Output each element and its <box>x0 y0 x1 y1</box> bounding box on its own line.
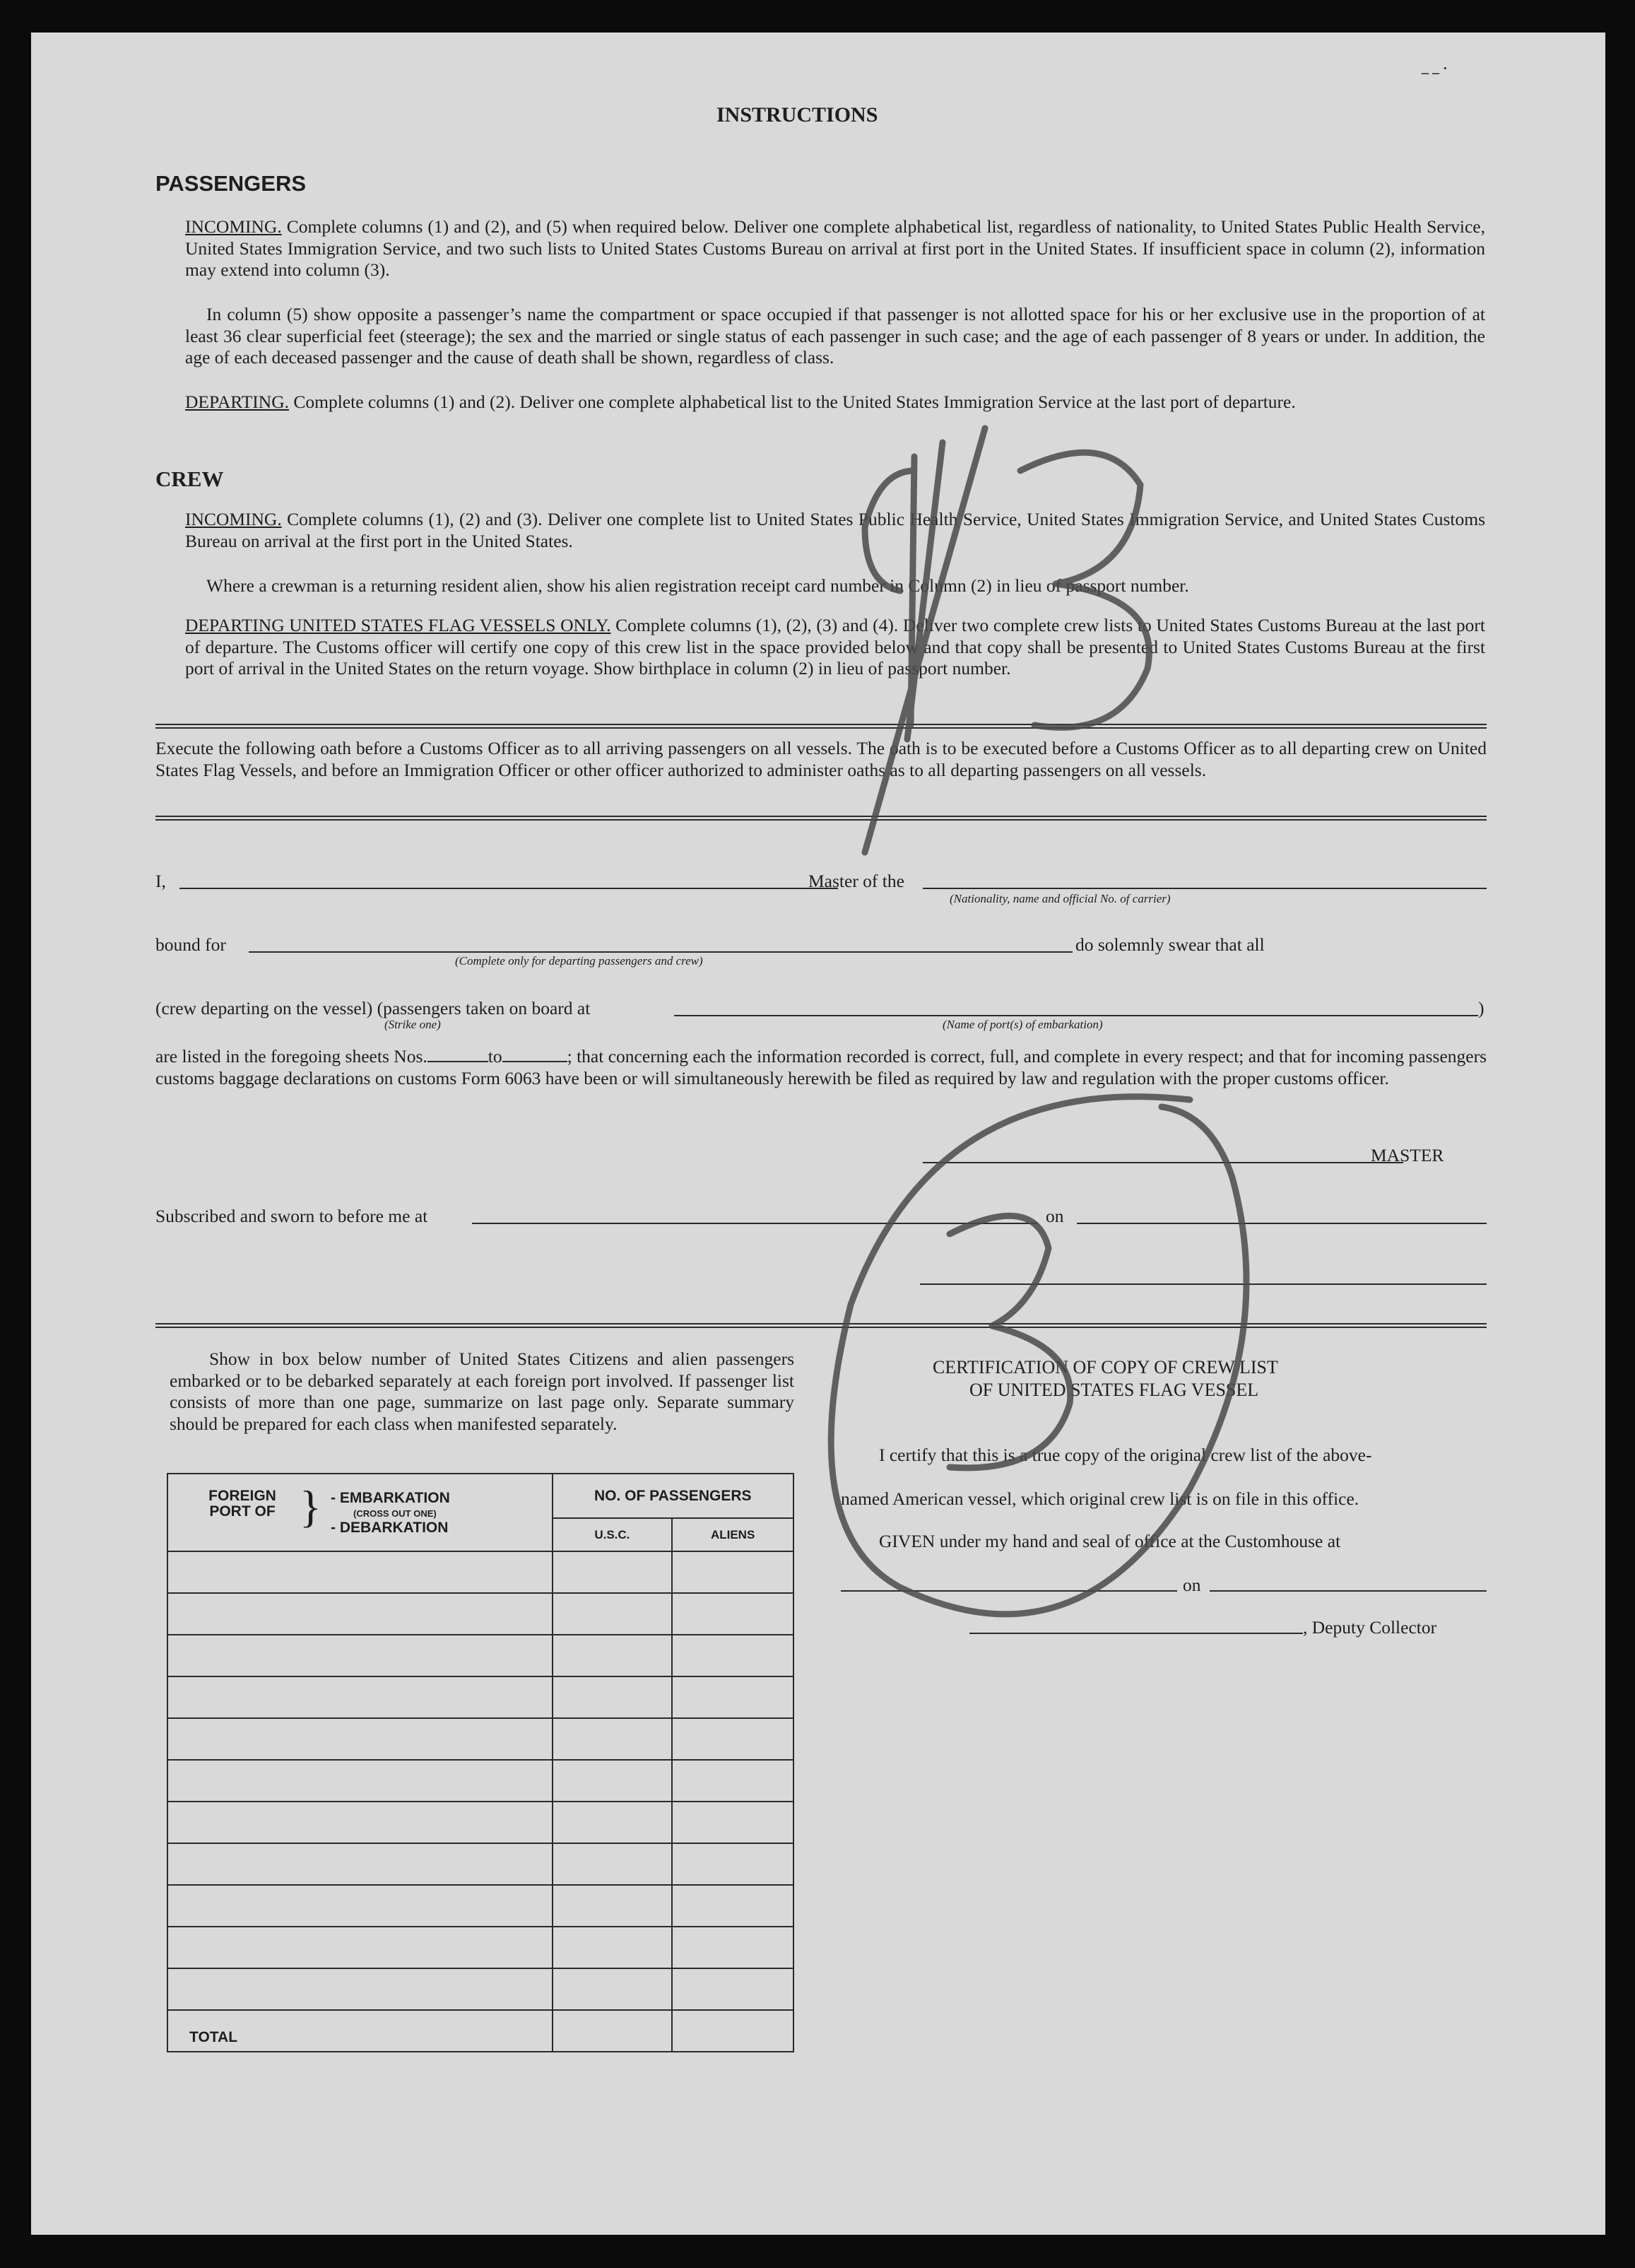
embarkation-label: - EMBARKATION <box>331 1490 450 1506</box>
oath-on: on <box>1046 1206 1064 1226</box>
summary-instruction: Show in box below number of United States Citizens and alien passengers embarked or to be debarked separately at each foreign port involved. If passenger list consists of more than one page, summarize on last page only. Separate summary should be prepared for each class when manifested separately. <box>170 1349 794 1434</box>
subscribed-text: Subscribed and sworn to before me at <box>155 1206 428 1226</box>
oath-bound-for: bound for <box>155 934 226 955</box>
corner-mark: – – ˙ <box>1422 65 1448 81</box>
crew-resident-text: Where a crewman is a returning resident alien, show his alien registration receipt card number in Column (2) in lieu of passport number. <box>206 575 1189 596</box>
oath-instruction: Execute the following oath before a Customs Officer as to all arriving passengers on all vessels. The oath is to be executed before a Customs Officer as to all departing crew on United States Flag Vessels, and before an Immigration Officer or other officer authorized to administer oaths as to all departing passengers on all vessels. <box>155 738 1487 780</box>
listed-b: ; that concerning each the information recorded is correct, full, and complete in every respect; and <box>567 1046 1275 1067</box>
certification-on: on <box>1183 1575 1201 1595</box>
handwritten-three-circled <box>950 1216 1070 1468</box>
certification-title-1: CERTIFICATION OF COPY OF CREW LIST <box>933 1357 1278 1377</box>
passengers-incoming-label: INCOMING. <box>185 216 282 237</box>
oath-i-label: I, <box>155 871 166 891</box>
passengers-column5-text: In column (5) show opposite a passenger’s name the compartment or space occupied if that passenger is not allotted space for his or her exclusive use in the proportion of at least 36 clear superficial feet (steerage); the sex and the married or single status of each passenger in such case; and the age of each passenger of 8 years or under. In addition, the age of each deceased passenger and the cause of death shall be shown, regardless of class. <box>185 304 1485 368</box>
handwritten-three-top <box>1020 452 1149 727</box>
port-hint: (Name of port(s) of embarkation) <box>943 1018 1103 1031</box>
given-text: GIVEN under my hand and seal of office at the Customhouse at <box>879 1531 1341 1551</box>
certify-line-a: I certify that this is a true copy of the original crew list of the above- <box>879 1445 1372 1465</box>
crew-departing-label: DEPARTING UNITED STATES FLAG VESSELS ONLY. <box>185 615 611 635</box>
oath-crew-departing: (crew departing on the vessel) (passengers taken on board at <box>155 998 591 1018</box>
oath-swear: do solemnly swear that all <box>1075 934 1265 955</box>
deputy-collector-label: , Deputy Collector <box>1303 1617 1437 1638</box>
carrier-hint: (Nationality, name and official No. of carrier) <box>950 892 1171 905</box>
crew-incoming-text: Complete columns (1), (2) and (3). Deliver one complete list to United States Public Health Service, United States Immigration Service, and United States Customs Bureau on arrival at the first port in the United States. <box>185 509 1485 551</box>
passengers-heading: PASSENGERS <box>155 171 307 196</box>
brace: } <box>300 1481 321 1532</box>
foreign-port-of: FOREIGN PORT OF <box>208 1488 276 1520</box>
listed-to: to <box>488 1046 502 1067</box>
aliens-header: ALIENS <box>672 1518 793 1551</box>
handwritten-slash <box>865 428 985 852</box>
crew-heading: CREW <box>155 466 224 491</box>
no-passengers-header: NO. OF PASSENGERS <box>553 1474 793 1518</box>
listed-text2: that for incoming passengers customs baggage declarations on customs Form 6063 have been or will simultaneously herewith be filed as required by law and regulation with the proper customs officer. <box>155 1046 1487 1088</box>
form-sheet <box>31 33 1605 2235</box>
instructions-title: INSTRUCTIONS <box>716 103 878 127</box>
listed-a: are listed in the foregoing sheets Nos. <box>155 1046 427 1067</box>
crew-departing-text: Complete columns (1), (2), (3) and (4). Deliver two complete crew lists to United States Customs Bureau at the last port of departure. The Customs officer will certify one copy of this crew list in the space provided below and that copy shall be presented to United States Customs Bureau at the first port of arrival in the United States on the return voyage. Show birthplace in column (2) in lieu of passport number. <box>185 615 1485 679</box>
handwritten-marks <box>31 33 1605 2235</box>
handwritten-five <box>865 457 914 725</box>
master-label: MASTER <box>1371 1145 1444 1165</box>
certification-title-2: OF UNITED STATES FLAG VESSEL <box>969 1380 1259 1400</box>
oath-master-of-the: Master of the <box>808 871 904 891</box>
bound-hint: (Complete only for departing passengers and crew) <box>455 954 703 968</box>
passengers-departing-text: Complete columns (1) and (2). Deliver one complete alphabetical list to the United States Immigration Service at the last port of departure. <box>289 392 1296 412</box>
certify-line-b: named American vessel, which original crew list is on file in this office. <box>841 1488 1359 1509</box>
debarkation-label: - DEBARKATION <box>331 1520 449 1536</box>
crew-incoming-label: INCOMING. <box>185 509 282 529</box>
strike-hint: (Strike one) <box>384 1018 441 1031</box>
passengers-departing-label: DEPARTING. <box>185 392 289 412</box>
total-label: TOTAL <box>189 2029 238 2045</box>
oath-close-paren: ) <box>1478 998 1485 1018</box>
passengers-incoming-text: Complete columns (1) and (2), and (5) when required below. Deliver one complete alphabetical list, regardless of nationality, to United States Public Health Service, United States Immigration Service, and two such lists to United States Customs Bureau on arrival at first port in the United States. If insufficient space in column (2), information may extend into column (3). <box>185 216 1485 281</box>
handwritten-circle <box>831 1097 1246 1614</box>
cross-out-label: (CROSS OUT ONE) <box>353 1508 437 1519</box>
usc-header: U.S.C. <box>553 1518 673 1551</box>
